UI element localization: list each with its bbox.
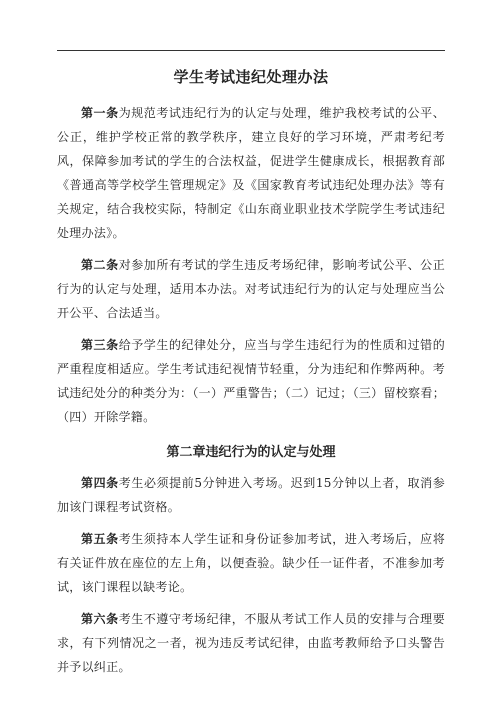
article-6 [57, 607, 445, 679]
document-page [57, 66, 445, 687]
chapter-title: 第二章违纪行为的认定与处理 [166, 445, 336, 460]
header-rule [57, 50, 445, 51]
article-3 [57, 333, 445, 429]
article-number: 第二条 [81, 258, 119, 272]
article-text: 对参加所有考试的学生违反考场纪律，影响考试公平、公正行为的认定与处理，适用本办法。对考试违纪行为的认定与处理应当公开公平、合法适当。 [57, 258, 445, 320]
article-text: 考生必须提前5分钟进入考场。迟到15分钟以上者，取消参加该门课程考试资格。 [57, 476, 446, 514]
article-text: 考生须持本人学生证和身份证参加考试，进入考场后，应将有关证件放在座位的左上角，以便查验。缺少任一证件者，不准参加考试，该门课程以缺考论。 [57, 532, 445, 594]
article-number: 第四条 [81, 476, 119, 490]
article-4 [57, 471, 445, 519]
article-2 [57, 253, 445, 325]
article-text: 考生不遵守考场纪律，不服从考试工作人员的安排与合理要求，有下列情况之一者，视为违反考试纪律，由监考教师给予口头警告并予以纠正。 [57, 612, 445, 674]
article-number: 第三条 [81, 338, 119, 352]
article-text: 给予学生的纪律处分，应当与学生违纪行为的性质和过错的严重程度相适应。学生考试违纪视情节轻重，分为违纪和作弊两种。考试违纪处分的种类分为：（一）严重警告；（二）记过；（三）留校察看；（四）开除学籍。 [57, 338, 445, 424]
article-number: 第六条 [81, 612, 119, 626]
article-number: 第五条 [81, 532, 119, 546]
article-1 [57, 101, 445, 245]
article-text: 为规范考试违纪行为的认定与处理，维护我校考试的公平、公正，维护学校正常的教学秩序，建立良好的学习环境，严肃考纪考风，保障参加考试的学生的合法权益，促进学生健康成长，根据教育部《普通高等学校学生管理规定》及《国家教育考试违纪处理办法》等有关规定，结合我校实际，特制定《山东商业职业技术学院学生考试违纪处理办法》。 [57, 106, 445, 240]
document-title: 学生考试违纪处理办法 [173, 68, 329, 86]
article-5 [57, 527, 445, 599]
article-number: 第一条 [81, 106, 119, 120]
